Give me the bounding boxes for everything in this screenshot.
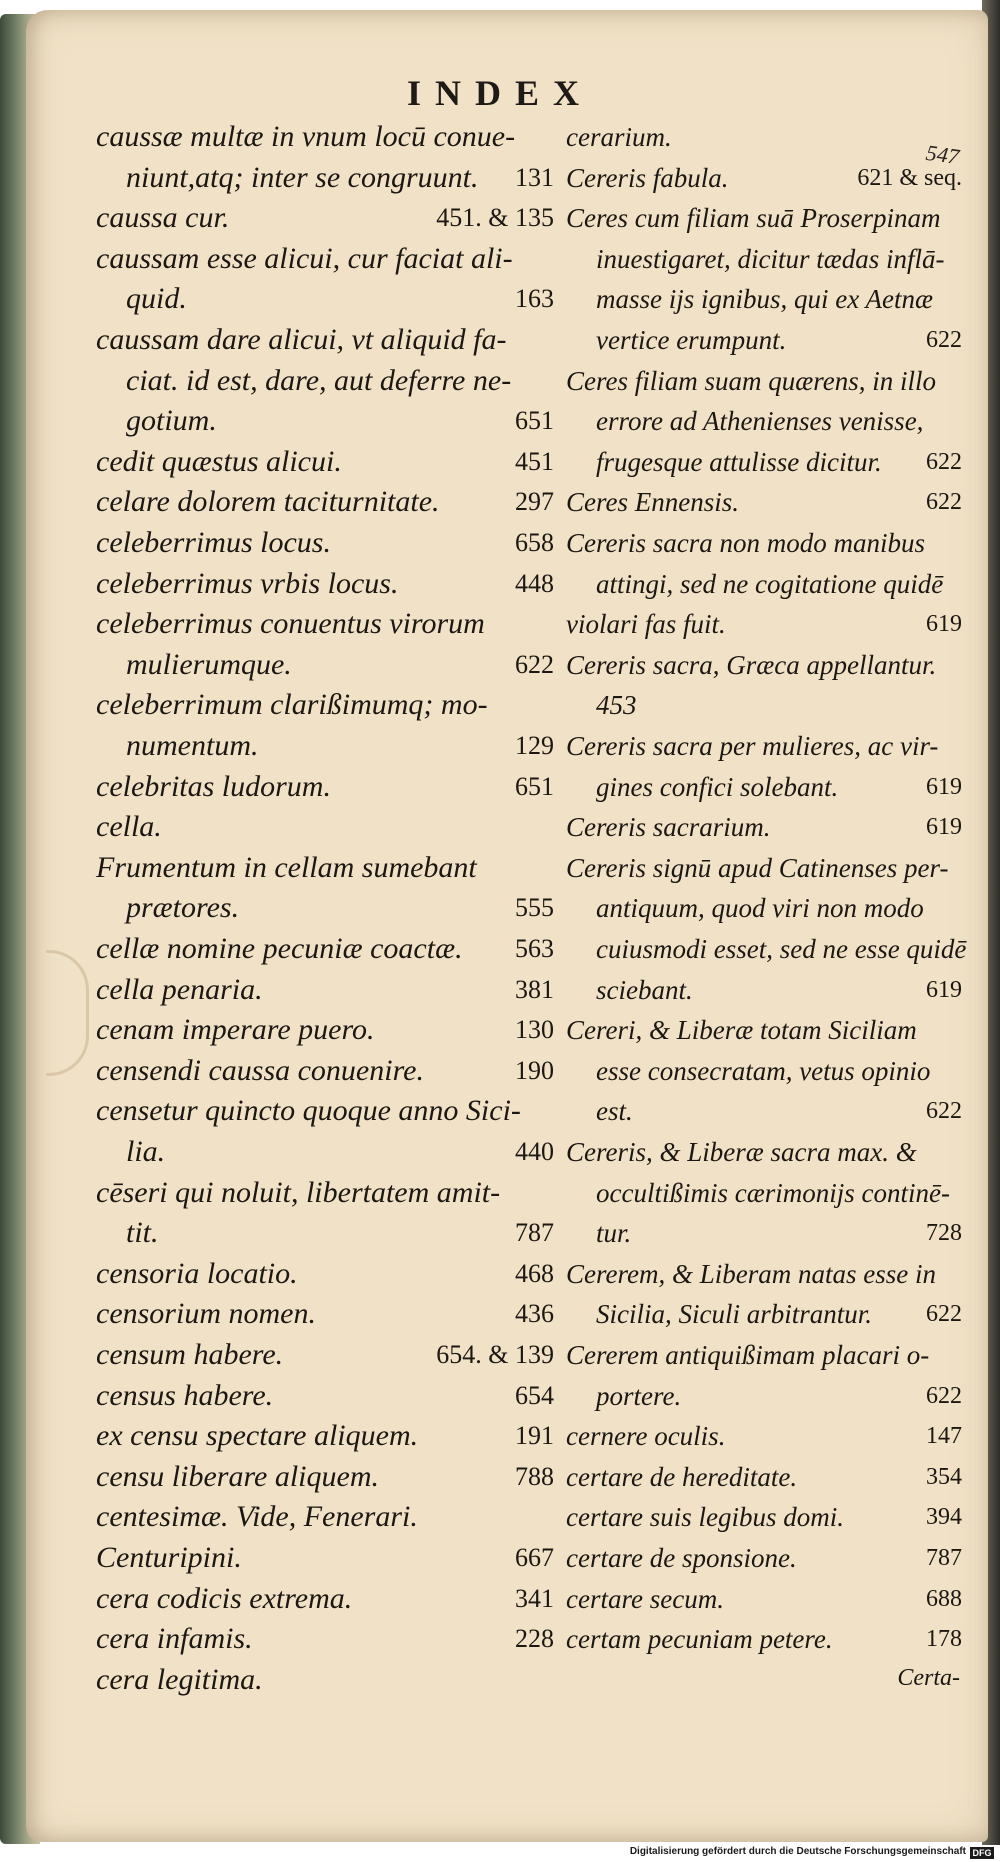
index-entry-text: gines confici solebant. — [596, 771, 839, 802]
index-entry-text: est. — [596, 1096, 633, 1127]
index-entry-text: 453 — [596, 690, 637, 721]
index-entry-text: censoria locatio. — [96, 1256, 298, 1290]
index-entry-text: cēseri qui noluit, libertatem amit- — [96, 1175, 501, 1209]
index-entry-text: Cereri, & Liberæ totam Siciliam — [566, 1015, 917, 1046]
index-entry-text: Cereris, & Liberæ sacra max. & — [566, 1137, 917, 1167]
index-entry-text: Ceres filiam suam quærens, in illo — [566, 365, 937, 396]
index-entry-page-ref: 451 — [515, 446, 554, 476]
index-entry-page-ref: 129 — [515, 731, 554, 760]
index-entry-text: caussam dare alicui, vt aliquid fa- — [96, 323, 507, 356]
index-entry-page-ref: 621 & seq. — [857, 164, 962, 191]
index-entry-text: masse ijs ignibus, qui ex Aetnæ — [596, 284, 933, 315]
index-entry-page-ref: 787 — [926, 1545, 962, 1571]
index-entry-page-ref: 619 — [926, 773, 962, 800]
index-entry-page-ref: 190 — [515, 1055, 554, 1085]
index-entry-page-ref: 658 — [515, 528, 554, 557]
index-entry-text: ciat. id est, dare, aut deferre ne- — [126, 363, 512, 397]
index-entry-text: inuestigaret, dicitur tædas inflā- — [596, 243, 945, 274]
index-entry-text: cerarium. — [566, 122, 672, 152]
page-stain-mark — [46, 950, 89, 1076]
index-entry-text: celebritas ludorum. — [96, 769, 331, 803]
index-entry-text: attingi, sed ne cogitatione quidē — [596, 568, 944, 599]
index-entry-page-ref: 622 — [926, 327, 962, 353]
index-entry-text: Cereris sacrarium. — [566, 812, 771, 843]
index-entry-page-ref: 622 — [926, 1382, 962, 1409]
index-entry-text: cella. — [96, 810, 162, 844]
digitization-footer — [0, 1845, 1000, 1862]
index-entry-text: cera codicis extrema. — [96, 1581, 353, 1615]
footer-credit-text: Digitalisierung gefördert durch die Deutsche Forschungsgemeinschaft — [629, 1846, 966, 1857]
index-entry-page-ref: 555 — [515, 893, 554, 923]
index-entry-page-ref: 381 — [515, 974, 554, 1004]
index-entry-page-ref: 651 — [515, 406, 554, 436]
index-entry-text: niunt,atq; inter se congruunt. — [126, 160, 479, 194]
index-entry-text: censorium nomen. — [96, 1297, 316, 1331]
index-entry-page-ref: 191 — [515, 1421, 554, 1451]
index-entry-text: cellæ nomine pecuniæ coactæ. — [96, 932, 463, 965]
index-entry-text: cera infamis. — [96, 1622, 253, 1656]
index-entry-page-ref: 787 — [515, 1218, 554, 1248]
index-entry-text: vertice erumpunt. — [596, 325, 787, 355]
index-entry-text: Centuripini. — [96, 1541, 242, 1574]
index-entry-text: certare secum. — [566, 1583, 724, 1614]
index-entry-text: censetur quincto quoque anno Sici- — [96, 1094, 521, 1128]
index-entry-page-ref: 622 — [926, 1301, 962, 1328]
index-entry-page-ref: 788 — [515, 1461, 554, 1491]
index-entry-text: celeberrimus conuentus virorum — [96, 607, 485, 641]
index-entry-text: caussam esse alicui, cur faciat ali- — [96, 241, 513, 275]
index-entry-page-ref: 688 — [926, 1585, 962, 1612]
dfg-logo-icon: DFG — [970, 1847, 994, 1859]
index-entry-page-ref: 619 — [926, 814, 962, 841]
index-entry-text: censu liberare aliquem. — [96, 1459, 379, 1493]
index-entry-text: tit. — [126, 1216, 159, 1250]
page-header-title: INDEX — [406, 73, 593, 113]
index-entry-text: certare de sponsione. — [566, 1543, 797, 1573]
index-entry-text: censendi caussa conuenire. — [96, 1053, 424, 1087]
index-entry-page-ref: 341 — [515, 1583, 554, 1613]
index-entry-text: celeberrimus locus. — [96, 526, 331, 559]
catchword: Certa- — [897, 1665, 960, 1691]
index-entry-text: sciebant. — [596, 974, 693, 1005]
index-entry-text: numentum. — [126, 729, 259, 762]
index-entry-page-ref: 440 — [515, 1137, 554, 1166]
index-entry-page-ref: 178 — [926, 1626, 962, 1653]
index-entry-text: errore ad Athenienses venisse, — [596, 406, 924, 437]
index-entry-page-ref: 354 — [926, 1463, 962, 1490]
index-entry-text: mulierumque. — [126, 647, 292, 681]
index-entry-text: Ceres Ennensis. — [566, 487, 739, 518]
index-entry-page-ref: 654 — [515, 1380, 554, 1410]
index-entry-text: Cereris sacra per mulieres, ac vir- — [566, 731, 939, 761]
index-entry-text: centesimæ. Vide, Fenerari. — [96, 1500, 418, 1534]
index-entry-text: Cereris sacra non modo manibus — [566, 528, 926, 558]
index-entry-page-ref: 667 — [515, 1543, 554, 1572]
index-entry-text: cera legitima. — [96, 1662, 263, 1696]
index-entry-page-ref: 451. & 135 — [436, 203, 554, 233]
index-entry-text: violari fas fuit. — [566, 609, 726, 640]
index-entry-page-ref: 468 — [515, 1258, 554, 1288]
index-entry-page-ref: 394 — [926, 1504, 962, 1531]
index-entry-text: cella penaria. — [96, 972, 263, 1006]
index-entry-page-ref: 436 — [515, 1299, 554, 1329]
index-entry-text: Cereris sacra, Græca appellantur. — [566, 649, 937, 680]
index-entry-page-ref: 619 — [926, 976, 962, 1003]
index-entry-page-ref: 448 — [515, 568, 554, 598]
index-entry-text: censum habere. — [96, 1338, 284, 1371]
index-entry-text: lia. — [126, 1135, 166, 1168]
page-number: 547 — [924, 139, 961, 170]
index-entry-text: ex censu spectare aliquem. — [96, 1419, 419, 1453]
index-entry-text: esse consecratam, vetus opinio — [596, 1055, 931, 1086]
index-entry-text: gotium. — [126, 404, 217, 438]
index-entry-text: Frumentum in cellam sumebant — [96, 850, 477, 884]
index-entry-text: Cererem, & Liberam natas esse in — [566, 1258, 936, 1289]
index-entry-text: tur. — [596, 1218, 632, 1249]
index-entry-page-ref: 622 — [926, 448, 962, 475]
index-entry-page-ref: 147 — [926, 1423, 962, 1450]
index-entry-text: cernere oculis. — [566, 1421, 726, 1452]
index-entry-text: celeberrimus vrbis locus. — [96, 566, 399, 600]
index-entry-text: frugesque attulisse dicitur. — [596, 446, 882, 477]
index-entry-text: occultißimis cærimonijs continē- — [596, 1177, 950, 1208]
index-entry-text: quid. — [126, 282, 187, 316]
index-entry-text: celeberrimum clarißimumq; mo- — [96, 688, 488, 722]
index-entry-page-ref: 131 — [515, 162, 554, 192]
index-entry-page-ref: 622 — [926, 1098, 962, 1125]
index-entry-page-ref: 619 — [926, 611, 962, 638]
index-entry-text: caussæ multæ in vnum locū conue- — [96, 120, 516, 153]
index-entry-text: Ceres cum filiam suā Proserpinam — [566, 203, 941, 234]
index-entry-text: prætores. — [126, 891, 240, 925]
index-entry-text: cenam imperare puero. — [96, 1013, 375, 1047]
index-entry-text: Cererem antiquißimam placari o- — [566, 1340, 930, 1370]
index-entry-text: cuiusmodi esset, sed ne esse quidē — [596, 934, 967, 964]
index-entry-page-ref: 228 — [515, 1624, 554, 1654]
index-entry-text: Cereris signū apud Catinenses per- — [566, 852, 949, 883]
index-entry-page-ref: 728 — [926, 1220, 962, 1247]
index-entry-text: certam pecuniam petere. — [566, 1624, 833, 1655]
index-entry-text: celare dolorem taciturnitate. — [96, 485, 440, 519]
index-entry-page-ref: 163 — [515, 284, 554, 314]
index-entry-text: certare suis legibus domi. — [566, 1502, 844, 1533]
index-entry-page-ref: 654. & 139 — [436, 1340, 554, 1369]
index-entry-text: cedit quæstus alicui. — [96, 444, 342, 478]
index-entry-page-ref: 622 — [515, 649, 554, 679]
index-entry-page-ref: 563 — [515, 934, 554, 963]
index-entry-page-ref: 622 — [926, 489, 962, 516]
index-entry-text: census habere. — [96, 1378, 274, 1412]
index-entry-page-ref: 651 — [515, 771, 554, 801]
index-entry-page-ref: 297 — [515, 487, 554, 517]
index-entry-text: antiquum, quod viri non modo — [596, 893, 924, 924]
index-entry-text: caussa cur. — [96, 201, 230, 235]
index-entry-text: Cereris fabula. — [566, 162, 729, 193]
index-entry-text: Sicilia, Siculi arbitrantur. — [596, 1299, 873, 1330]
index-entry-page-ref: 130 — [515, 1015, 554, 1045]
index-entry-text: portere. — [596, 1380, 682, 1411]
index-entry-text: certare de hereditate. — [566, 1461, 798, 1492]
